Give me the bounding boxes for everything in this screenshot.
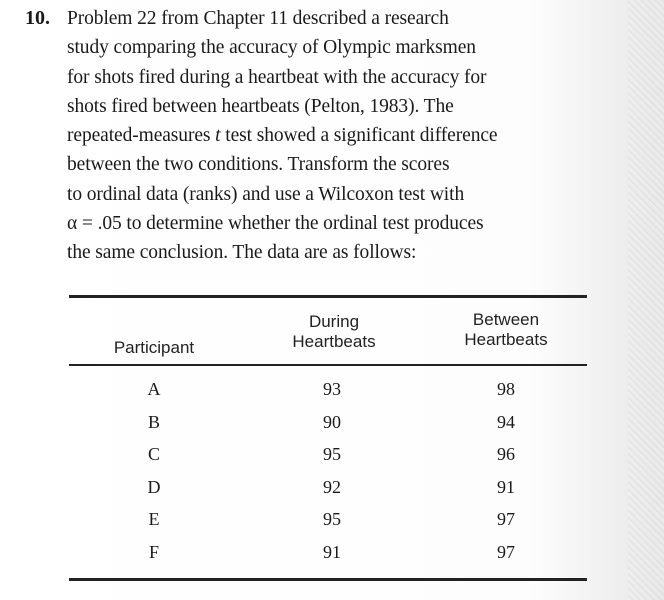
cell-participant: E [148,509,160,529]
cell-during: 92 [323,476,341,497]
table-top-rule [69,295,587,298]
table-row [69,443,589,476]
header-between-line2: Heartbeats [464,330,548,349]
problem-line-7: to ordinal data (ranks) and use a Wilcoxon test with [67,183,465,205]
cell-between: 97 [497,541,515,562]
problem-text [67,4,637,268]
cell-between: 97 [497,509,515,529]
data-table [69,292,589,587]
cell-during: 95 [323,444,341,464]
problem-line-5-post: test showed a significant difference [220,125,498,147]
cell-during: 91 [323,541,341,562]
problem-line-8-rest: = .05 to determine whether the ordinal test produces [77,213,484,235]
problem-line-9: the same conclusion. The data are as follows: [67,242,417,264]
cell-participant: A [147,379,161,399]
table-row [69,541,589,574]
problem-line-5-pre: repeated-measures [67,125,216,147]
header-during-line1: During [308,312,360,331]
t-symbol: t [215,125,221,147]
header-during-heartbeats [269,312,399,352]
cell-between: 91 [497,476,515,497]
problem-number: 10. [25,7,50,29]
header-during-line2: Heartbeats [292,332,376,351]
cell-between: 94 [497,411,515,432]
cell-during: 95 [323,509,341,529]
cell-during: 93 [323,379,341,399]
table-row [69,411,589,444]
cell-participant: C [147,444,160,464]
header-between-heartbeats [441,310,571,350]
cell-participant: F [148,541,159,562]
header-participant: Participant [113,338,195,357]
table-bottom-rule [69,578,587,581]
table-row [69,508,589,541]
table-header-rule [69,364,587,366]
problem-line-5 [67,121,637,150]
problem-line-3: for shots fired during a heartbeat with the accuracy for [67,66,487,88]
cell-between: 96 [497,444,515,464]
cell-participant: D [147,476,161,497]
cell-during: 90 [323,411,341,432]
table-body [69,378,589,573]
header-between-line1: Between [472,310,540,329]
cell-between: 98 [497,379,515,399]
problem-line-4: shots fired between heartbeats (Pelton, 1983). The [67,95,454,117]
problem-line-6: between the two conditions. Transform the scores [67,154,450,176]
table-row [69,476,589,509]
problem-line-1: Problem 22 from Chapter 11 described a research [67,8,449,29]
alpha-symbol: α [67,213,78,235]
table-row [69,378,589,411]
problem-line-8 [67,209,637,238]
problem-line-2: study comparing the accuracy of Olympic marksmen [67,37,476,59]
cell-participant: B [147,411,160,432]
